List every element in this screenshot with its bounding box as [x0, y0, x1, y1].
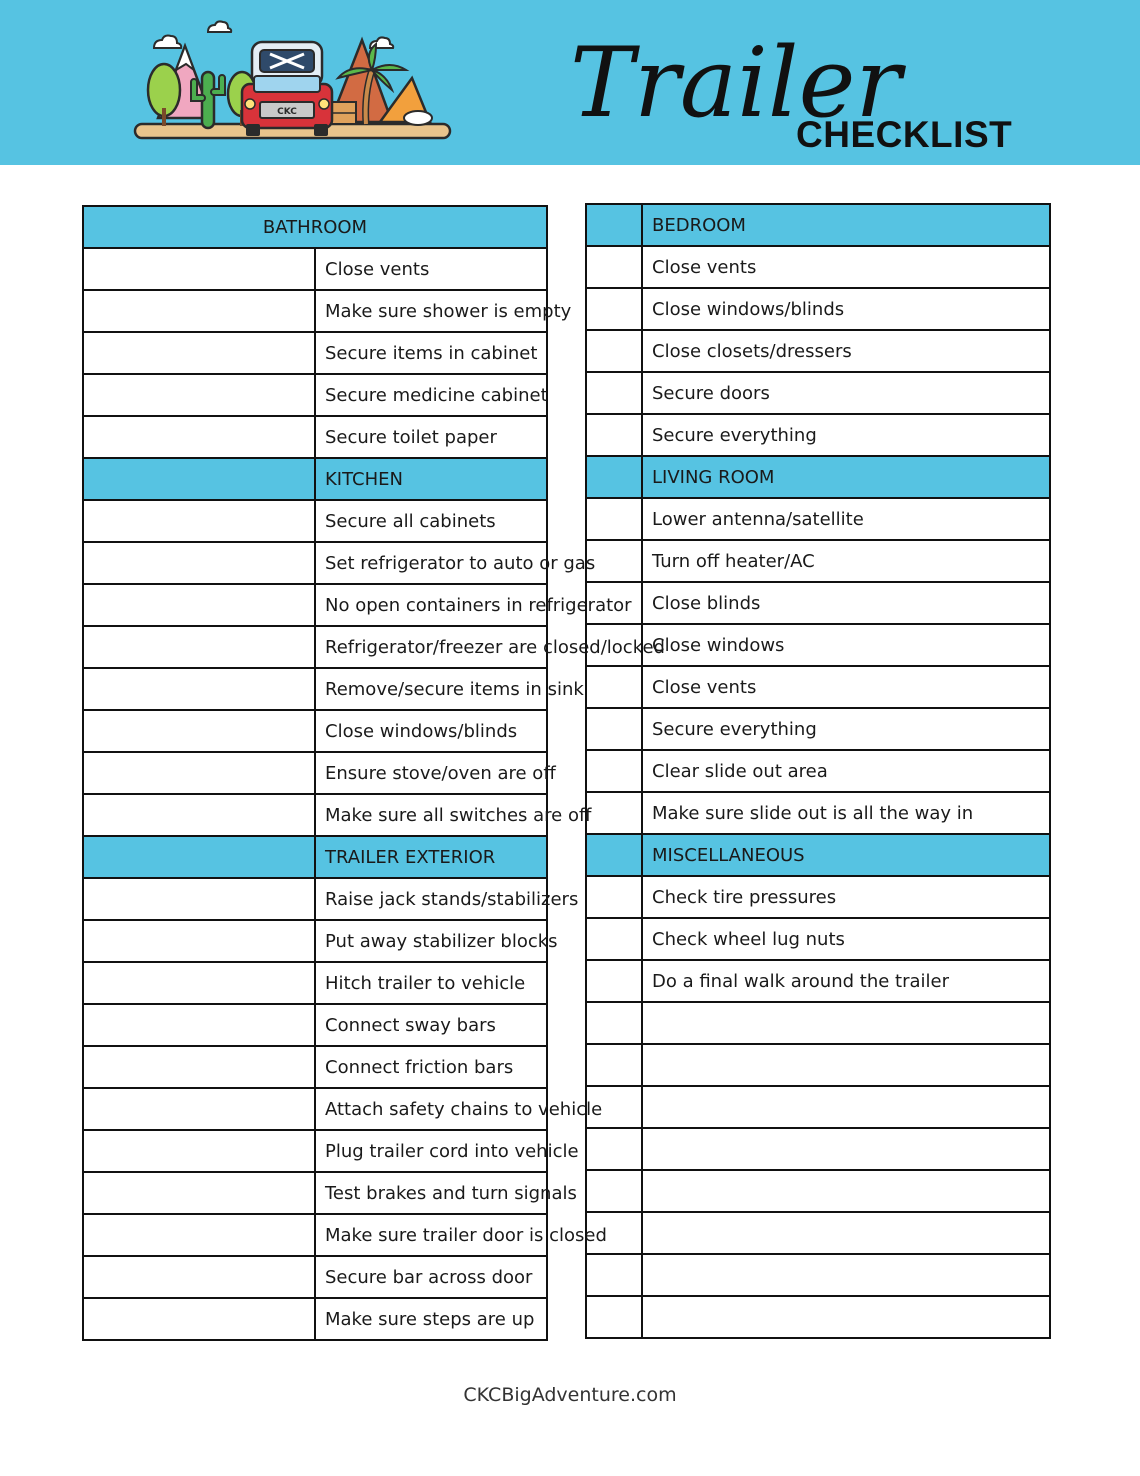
- checkbox-cell[interactable]: [83, 332, 315, 374]
- checklist-item-label: Secure toilet paper: [315, 416, 547, 458]
- section-header-box: [586, 834, 642, 876]
- checkbox-cell[interactable]: [83, 248, 315, 290]
- checklist-row: [586, 1044, 1050, 1086]
- checkbox-cell[interactable]: [83, 1046, 315, 1088]
- checklist-row: [83, 794, 547, 836]
- section-title: KITCHEN: [315, 458, 547, 500]
- checklist-row: [83, 1004, 547, 1046]
- checkbox-cell[interactable]: [586, 918, 642, 960]
- checkbox-cell[interactable]: [586, 876, 642, 918]
- checkbox-cell[interactable]: [586, 414, 642, 456]
- checkbox-cell[interactable]: [586, 1128, 642, 1170]
- rv-desert-illustration: [130, 18, 455, 158]
- checklist-item-label: Secure doors: [642, 372, 1050, 414]
- checklist-row: [586, 1170, 1050, 1212]
- section-header-row: [586, 834, 1050, 876]
- checklist-item-label: Close closets/dressers: [642, 330, 1050, 372]
- section-header-row: [586, 204, 1050, 246]
- checkbox-cell[interactable]: [586, 540, 642, 582]
- checklist-row: [586, 246, 1050, 288]
- footer-website: CKCBigAdventure.com: [463, 1384, 677, 1406]
- title-script-text: Trailer: [570, 27, 902, 139]
- checklist-item-label: Close vents: [642, 246, 1050, 288]
- checklist-row: [83, 290, 547, 332]
- checkbox-cell[interactable]: [83, 1130, 315, 1172]
- checklist-item-label: [642, 1128, 1050, 1170]
- header-banner: [0, 0, 1140, 165]
- checklist-row: [586, 876, 1050, 918]
- checkbox-cell[interactable]: [83, 542, 315, 584]
- section-title: TRAILER EXTERIOR: [315, 836, 547, 878]
- checkbox-cell[interactable]: [83, 584, 315, 626]
- checkbox-cell[interactable]: [586, 582, 642, 624]
- checkbox-cell[interactable]: [586, 1254, 642, 1296]
- checklist-item-label: Set refrigerator to auto or gas: [315, 542, 547, 584]
- checkbox-cell[interactable]: [83, 710, 315, 752]
- checklist-row: [586, 960, 1050, 1002]
- checklist-row: [83, 668, 547, 710]
- checklist-row: [83, 1298, 547, 1340]
- checklist-item-label: Hitch trailer to vehicle: [315, 962, 547, 1004]
- checklist-item-label: [642, 1170, 1050, 1212]
- checklist-item-label: Refrigerator/freezer are closed/locked: [315, 626, 547, 668]
- checklist-item-label: Test brakes and turn signals: [315, 1172, 547, 1214]
- left-checklist-table: [82, 205, 665, 1341]
- checklist-row: [83, 626, 547, 668]
- section-header-row: [83, 836, 547, 878]
- checkbox-cell[interactable]: [586, 1086, 642, 1128]
- checklist-item-label: Secure items in cabinet: [315, 332, 547, 374]
- section-title: BEDROOM: [642, 204, 1050, 246]
- checklist-row: [586, 750, 1050, 792]
- checkbox-cell[interactable]: [83, 290, 315, 332]
- checkbox-cell[interactable]: [586, 288, 642, 330]
- section-header-row: [586, 456, 1050, 498]
- section-header-row: [83, 458, 547, 500]
- checkbox-cell[interactable]: [586, 792, 642, 834]
- checklist-item-label: No open containers in refrigerator: [315, 584, 547, 626]
- checklist-item-label: Close windows: [642, 624, 1050, 666]
- checklist-item-label: [642, 1254, 1050, 1296]
- checklist-row: [586, 624, 1050, 666]
- checklist-row: [586, 330, 1050, 372]
- checklist-item-label: Make sure all switches are off: [315, 794, 547, 836]
- checklist-item-label: Secure medicine cabinet: [315, 374, 547, 416]
- checklist-row: [83, 332, 547, 374]
- checklist-item-label: Make sure shower is empty: [315, 290, 547, 332]
- checklist-row: [586, 288, 1050, 330]
- checklist-row: [83, 1172, 547, 1214]
- checklist-row: [586, 582, 1050, 624]
- checkbox-cell[interactable]: [83, 668, 315, 710]
- checklist-item-label: [642, 1086, 1050, 1128]
- checklist-item-label: Make sure slide out is all the way in: [642, 792, 1050, 834]
- checklist-row: [83, 1214, 547, 1256]
- checklist-row: [586, 1086, 1050, 1128]
- checklist-row: [83, 374, 547, 416]
- checklist-item-label: Close blinds: [642, 582, 1050, 624]
- section-header-box: [83, 836, 315, 878]
- checklist-item-label: Close vents: [642, 666, 1050, 708]
- title-checklist: CHECKLIST: [796, 114, 1013, 155]
- checklist-row: [586, 1002, 1050, 1044]
- checklist-row: [586, 1296, 1050, 1338]
- section-header-row: [83, 206, 547, 248]
- checkbox-cell[interactable]: [586, 1002, 642, 1044]
- checklist-item-label: [642, 1002, 1050, 1044]
- checklist-row: [586, 540, 1050, 582]
- checklist-item-label: Do a final walk around the trailer: [642, 960, 1050, 1002]
- checklist-row: [83, 542, 547, 584]
- checkbox-cell[interactable]: [83, 1088, 315, 1130]
- checkbox-cell[interactable]: [586, 1044, 642, 1086]
- checklist-item-label: Lower antenna/satellite: [642, 498, 1050, 540]
- checklist-item-label: Close windows/blinds: [642, 288, 1050, 330]
- checkbox-cell[interactable]: [83, 1004, 315, 1046]
- checkbox-cell[interactable]: [83, 752, 315, 794]
- checklist-item-label: Check tire pressures: [642, 876, 1050, 918]
- checkbox-cell[interactable]: [586, 1296, 642, 1338]
- checklist-item-label: Make sure steps are up: [315, 1298, 547, 1340]
- checklist-row: [83, 1130, 547, 1172]
- section-header-box: [83, 458, 315, 500]
- checkbox-cell[interactable]: [83, 920, 315, 962]
- section-title: MISCELLANEOUS: [642, 834, 1050, 876]
- checklist-row: [83, 878, 547, 920]
- truck-badge-text: CKC: [277, 107, 297, 117]
- checkbox-cell[interactable]: [586, 708, 642, 750]
- checklist-item-label: Close windows/blinds: [315, 710, 547, 752]
- checkbox-cell[interactable]: [586, 624, 642, 666]
- checkbox-cell[interactable]: [83, 878, 315, 920]
- checklist-row: [586, 414, 1050, 456]
- section-title: LIVING ROOM: [642, 456, 1050, 498]
- checklist-item-label: Close vents: [315, 248, 547, 290]
- checklist-item-label: [642, 1044, 1050, 1086]
- checkbox-cell[interactable]: [83, 962, 315, 1004]
- checklist-row: [586, 708, 1050, 750]
- checklist-item-label: [642, 1296, 1050, 1338]
- checklist-item-label: Raise jack stands/stabilizers: [315, 878, 547, 920]
- checklist-item-label: Check wheel lug nuts: [642, 918, 1050, 960]
- section-header-box: [586, 456, 642, 498]
- checklist-row: [586, 918, 1050, 960]
- checkbox-cell[interactable]: [586, 498, 642, 540]
- checkbox-cell[interactable]: [586, 1212, 642, 1254]
- checklist-row: [83, 248, 547, 290]
- checkbox-cell[interactable]: [83, 1256, 315, 1298]
- checklist-row: [586, 1128, 1050, 1170]
- checkbox-cell[interactable]: [83, 1214, 315, 1256]
- checklist-item-label: Ensure stove/oven are off: [315, 752, 547, 794]
- section-title: BATHROOM: [83, 206, 547, 248]
- checklist-item-label: Make sure trailer door is closed: [315, 1214, 547, 1256]
- checkbox-cell[interactable]: [83, 1172, 315, 1214]
- checkbox-cell[interactable]: [586, 372, 642, 414]
- checklist-row: [83, 1088, 547, 1130]
- section-header-box: [586, 204, 642, 246]
- checklist-row: [83, 962, 547, 1004]
- checkbox-cell[interactable]: [83, 626, 315, 668]
- right-checklist-table: [585, 203, 1051, 1339]
- checkbox-cell[interactable]: [83, 794, 315, 836]
- checkbox-cell[interactable]: [586, 330, 642, 372]
- checklist-item-label: [642, 1212, 1050, 1254]
- checklist-item-label: Connect friction bars: [315, 1046, 547, 1088]
- checklist-row: [586, 498, 1050, 540]
- checklist-item-label: Turn off heater/AC: [642, 540, 1050, 582]
- checkbox-cell[interactable]: [586, 246, 642, 288]
- checklist-row: [83, 500, 547, 542]
- checklist-row: [83, 920, 547, 962]
- checklist-row: [586, 666, 1050, 708]
- checklist-item-label: Put away stabilizer blocks: [315, 920, 547, 962]
- checklist-row: [83, 752, 547, 794]
- checklist-row: [586, 1254, 1050, 1296]
- checkbox-cell[interactable]: [586, 1170, 642, 1212]
- checklist-item-label: Plug trailer cord into vehicle: [315, 1130, 547, 1172]
- checklist-item-label: Clear slide out area: [642, 750, 1050, 792]
- checkbox-cell[interactable]: [83, 1298, 315, 1340]
- checklist-item-label: Connect sway bars: [315, 1004, 547, 1046]
- checklist-row: [83, 1256, 547, 1298]
- checklist-item-label: Secure all cabinets: [315, 500, 547, 542]
- checkbox-cell[interactable]: [83, 500, 315, 542]
- checkbox-cell[interactable]: [586, 750, 642, 792]
- checklist-item-label: Secure everything: [642, 414, 1050, 456]
- checklist-item-label: Attach safety chains to vehicle: [315, 1088, 547, 1130]
- checkbox-cell[interactable]: [586, 666, 642, 708]
- checklist-row: [586, 792, 1050, 834]
- checklist-item-label: Secure everything: [642, 708, 1050, 750]
- checklist-row: [586, 372, 1050, 414]
- checklist-item-label: Remove/secure items in sink: [315, 668, 547, 710]
- checklist-row: [83, 710, 547, 752]
- checkbox-cell[interactable]: [83, 416, 315, 458]
- checklist-row: [83, 416, 547, 458]
- checkbox-cell[interactable]: [83, 374, 315, 416]
- checklist-row: [83, 584, 547, 626]
- checkbox-cell[interactable]: [586, 960, 642, 1002]
- checklist-item-label: Secure bar across door: [315, 1256, 547, 1298]
- checklist-row: [586, 1212, 1050, 1254]
- checklist-row: [83, 1046, 547, 1088]
